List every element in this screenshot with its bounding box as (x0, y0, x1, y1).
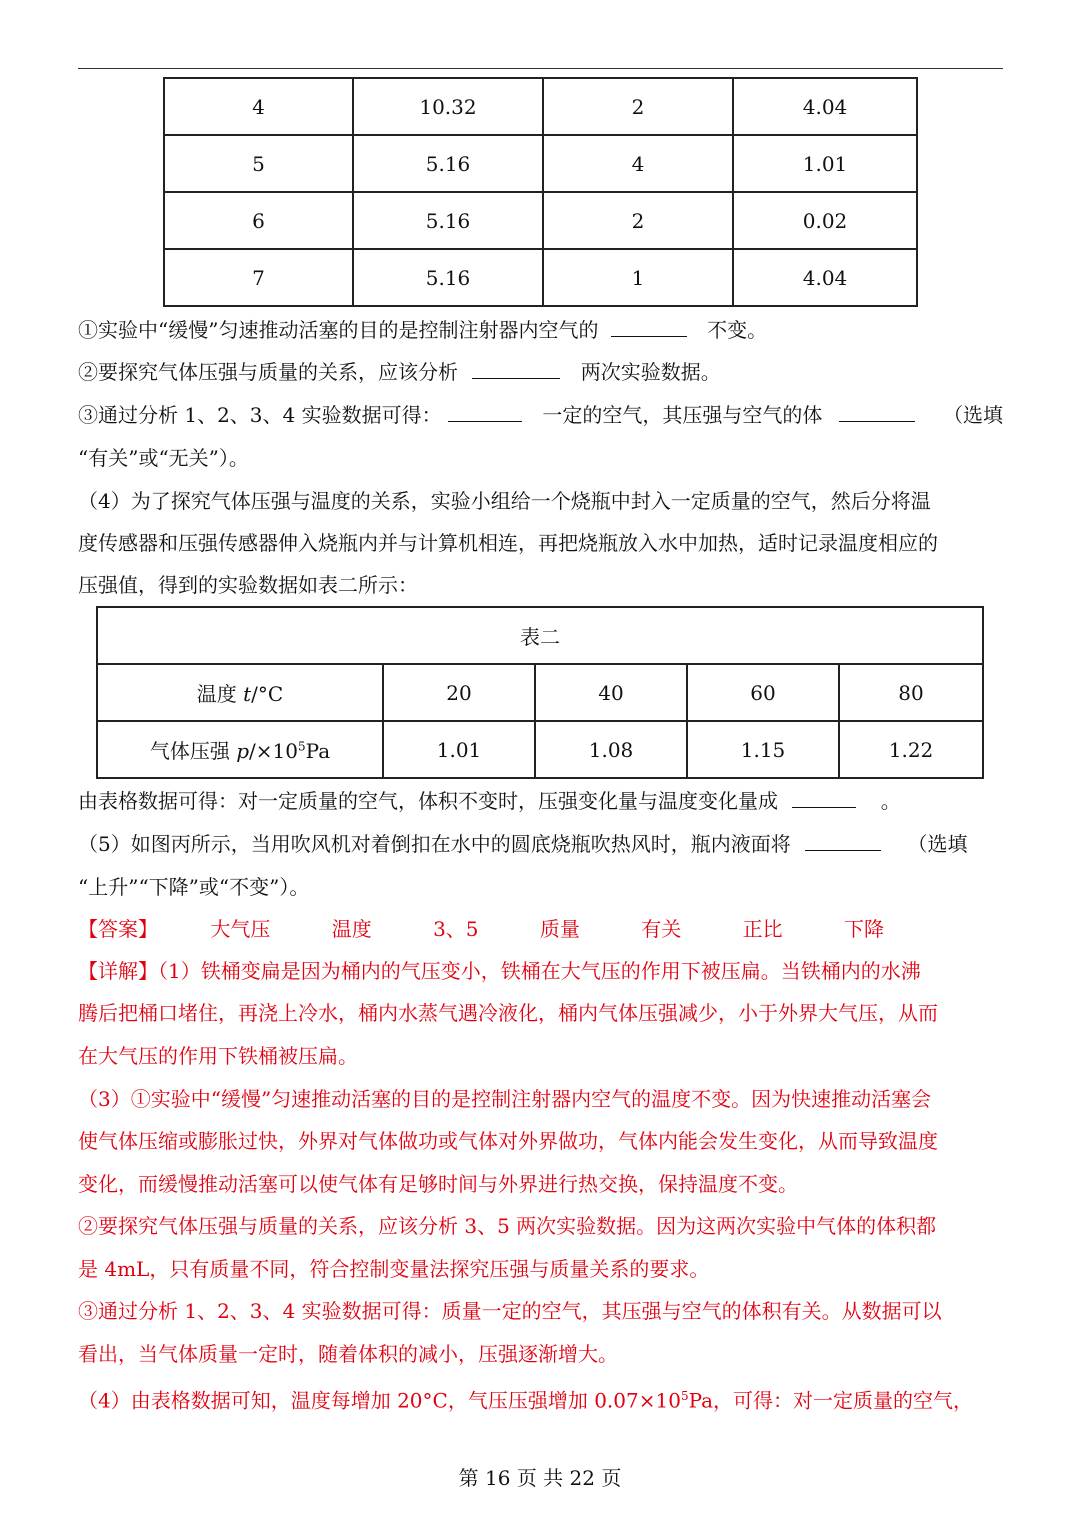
data-table-1 (163, 77, 918, 307)
answer-blank (839, 401, 915, 422)
detail-line: 在大气压的作用下铁桶被压扁。 (78, 1044, 358, 1068)
detail-line: 腾后把桶口堵住，再浇上冷水，桶内水蒸气遇冷液化，桶内气体压强减少，小于外界大气压，从而 (78, 1001, 938, 1025)
table-cell: 7 (164, 249, 353, 306)
conclusion: 由表格数据可得：对一定质量的空气，体积不变时，压强变化量与温度变化量成 。 (78, 789, 901, 813)
question-2: ②要探究气体压强与质量的关系，应该分析 两次实验数据。 (78, 360, 721, 384)
answer-item: 下降 (843, 917, 884, 941)
question-3: ③通过分析 1、2、3、4 实验数据可得： 一定的空气，其压强与空气的体 （选填 (78, 403, 1004, 427)
answer-item: 质量 (539, 917, 580, 941)
answer-label: 【答案】 (78, 917, 158, 941)
row-header-temperature: 温度 t/°C (97, 664, 383, 721)
table-cell: 1.01 (383, 721, 535, 778)
table-cell: 2 (543, 78, 733, 135)
detail-line: 看出，当气体质量一定时，随着体积的减小，压强逐渐增大。 (78, 1342, 618, 1366)
detail-line: 使气体压缩或膨胀过快，外界对气体做功或气体对外界做功，气体内能会发生变化，从而导致温度 (78, 1129, 938, 1153)
answer-blank (448, 401, 522, 422)
detail-line: ②要探究气体压强与质量的关系，应该分析 3、5 两次实验数据。因为这两次实验中气体的体积都 (78, 1214, 937, 1238)
table-cell: 6 (164, 192, 353, 249)
answer-item: 大气压 (210, 917, 271, 941)
table-cell: 1.22 (839, 721, 983, 778)
table-cell: 4 (164, 78, 353, 135)
header-rule (78, 68, 1003, 69)
answer-item: 3、5 (433, 917, 479, 941)
answer-section (78, 915, 1008, 943)
table-cell: 10.32 (353, 78, 543, 135)
detail-line: （3）①实验中“缓慢”匀速推动活塞的目的是控制注射器内空气的温度不变。因为快速推动活塞会 (78, 1087, 932, 1111)
table-cell: 4 (543, 135, 733, 192)
answer-item: 正比 (742, 917, 783, 941)
table-cell: 1.08 (535, 721, 687, 778)
table-cell: 5.16 (353, 135, 543, 192)
answer-blank (472, 358, 560, 379)
table-cell: 2 (543, 192, 733, 249)
detail-line: 【详解】（1）铁桶变扁是因为桶内的气压变小，铁桶在大气压的作用下被压扁。当铁桶内的水沸 (78, 959, 921, 983)
detail-line: 是 4mL，只有质量不同，符合控制变量法探究压强与质量关系的要求。 (78, 1257, 710, 1281)
answer-blank (805, 830, 881, 851)
table-row (164, 135, 917, 192)
table-cell: 5 (164, 135, 353, 192)
question-5: （5）如图丙所示，当用吹风机对着倒扣在水中的圆底烧瓶吹热风时，瓶内液面将 （选填 (78, 832, 968, 856)
question-4-text: 压强值，得到的实验数据如表二所示： (78, 573, 418, 597)
table-row (97, 721, 983, 778)
table-cell: 5.16 (353, 192, 543, 249)
answer-blank (611, 316, 687, 337)
table-cell: 4.04 (733, 249, 917, 306)
answer-item: 温度 (331, 917, 372, 941)
table-cell: 60 (687, 664, 839, 721)
answer-item: 有关 (641, 917, 682, 941)
question-5-options: “上升”“下降”或“不变”）。 (78, 875, 310, 899)
table-title: 表二 (97, 607, 983, 664)
detail-line: （4）由表格数据可知，温度每增加 20°C，气压压强增加 $0.07\times 10^5Pa$，可得：对一定质量的空气， (78, 1388, 974, 1413)
table-cell: 1.01 (733, 135, 917, 192)
table-row (164, 192, 917, 249)
detail-line: 变化，而缓慢推动活塞可以使气体有足够时间与外界进行热交换，保持温度不变。 (78, 1172, 798, 1196)
table-cell: 1 (543, 249, 733, 306)
table-title-row (97, 607, 983, 664)
table-cell: 0.02 (733, 192, 917, 249)
answer-blank (792, 787, 856, 808)
question-1: ①实验中“缓慢”匀速推动活塞的目的是控制注射器内空气的 不变。 (78, 318, 768, 342)
page-footer: 第 16 页 共 22 页 (458, 1466, 622, 1490)
row-header-pressure: 气体压强 $p/\times 10^5Pa$ (97, 721, 383, 778)
table-cell: 1.15 (687, 721, 839, 778)
table-row (164, 78, 917, 135)
detail-label: 【详解】 (78, 959, 158, 983)
table-row (164, 249, 917, 306)
table-cell: 5.16 (353, 249, 543, 306)
table-cell: 4.04 (733, 78, 917, 135)
table-cell: 40 (535, 664, 687, 721)
question-4-text: （4）为了探究气体压强与温度的关系，实验小组给一个烧瓶中封入一定质量的空气，然后分将温 (78, 489, 931, 513)
table-row (97, 664, 983, 721)
data-table-2 (96, 606, 984, 779)
question-4-text: 度传感器和压强传感器伸入烧瓶内并与计算机相连，再把烧瓶放入水中加热，适时记录温度相应的 (78, 531, 938, 555)
question-3-options: “有关”或“无关”）。 (78, 446, 249, 470)
detail-line: ③通过分析 1、2、3、4 实验数据可得：质量一定的空气，其压强与空气的体积有关。从数据可以 (78, 1299, 942, 1323)
table-cell: 80 (839, 664, 983, 721)
table-cell: 20 (383, 664, 535, 721)
